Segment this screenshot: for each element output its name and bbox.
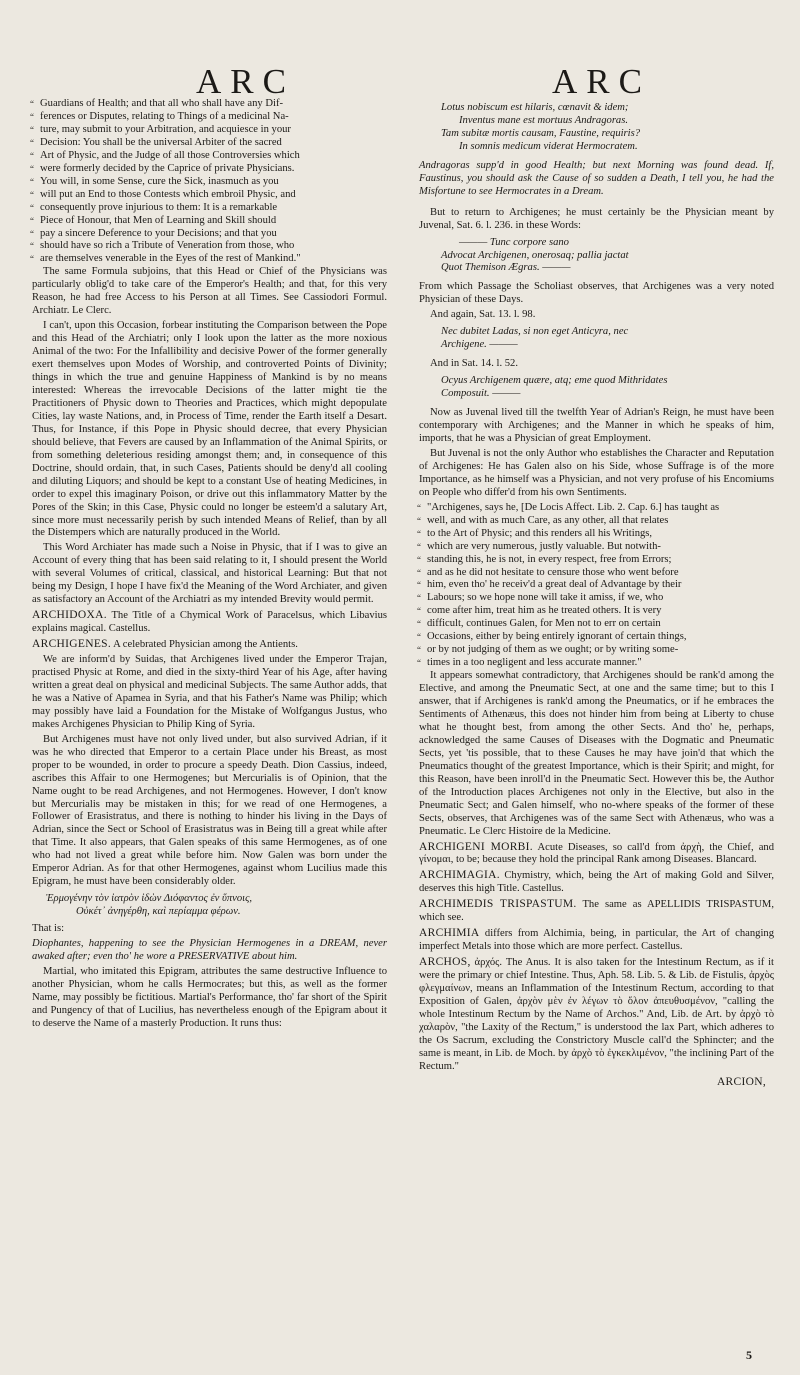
entry-definition: A celebrated Physician among the Antients. <box>113 639 298 651</box>
paragraph-juvenal: But to return to Archigenes; he must certainly be the Physician meant by Juvenal, Sat. 6. l. 236. in these Words: <box>419 206 774 231</box>
quote-line: “ Occasions, either by being entirely ignorant of certain things, <box>419 631 774 644</box>
entry-archos <box>419 956 774 1074</box>
quote-line: “ or by not judging of them as we ought; or by writing some- <box>419 644 774 657</box>
quote-line: “ ture, may submit to your Arbitration, and acquiesce in your <box>32 124 387 137</box>
entry-headword: ARCHOS, <box>419 956 471 969</box>
quote-line: “ You will, in some Sense, cure the Sick, inasmuch as you <box>32 176 387 189</box>
left-column <box>32 98 387 1089</box>
quote-line: “ to the Art of Physic; and this renders all his Writings, <box>419 528 774 541</box>
quote-line: “ Decision: You shall be the universal Arbiter of the sacred <box>32 137 387 150</box>
entry-definition: Acute Diseases, so call'd from ἀρχὴ, the Chief, and γίνομαι, to be; because they hold the principal Rank among Diseases. Blancard. <box>419 841 774 866</box>
quote-line: “ were formerly decided by the Caprice of private Physicians. <box>32 163 387 176</box>
verse-line: Lotus nobiscum est hilaris, cœnavit & idem; <box>441 102 629 113</box>
galen-quotation <box>419 502 774 670</box>
entry-archimia <box>419 927 774 954</box>
quote-line: “ difficult, continues Galen, for Men not to err on certain <box>419 618 774 631</box>
ocyus-verse <box>419 375 774 401</box>
catchword: ARCION, <box>716 1075 766 1088</box>
martial-epigram <box>419 102 774 154</box>
entry-definition: differs from Alchimia, being, in particular, the Art of changing imperfect Metals into those which are more perfect. Castellus. <box>419 928 774 953</box>
paragraph-martial: Martial, who imitated this Epigram, attributes the same destructive Influence to another Physician, whom he calls Hermocrates; but this, as well as the former Name, may possibly be fictitious. Martial's Performance, tho' far short of the Spirit and Pungency of that of Lucilius, has nevertheless enough of the Epigram about it to deserve the Name of a masterly Production. It runs thus: <box>32 965 387 1029</box>
right-column <box>419 98 774 1089</box>
verse-line: ——— Tunc corpore sano <box>459 236 569 248</box>
quote-line: “ Piece of Honour, that Men of Learning and Skill should <box>32 215 387 228</box>
entry-archimagia <box>419 869 774 896</box>
quote-line: “ "Archigenes, says he, [De Locis Affect. Lib. 2. Cap. 6.] has taught as <box>419 502 774 515</box>
text-columns <box>32 98 774 1089</box>
quote-line: “ come after him, treat him as he treated others. It is very <box>419 605 774 618</box>
paragraph-contradictory: It appears somewhat contradictory, that Archigenes should be rank'd among the Elective, and among the Pneumatic Sect, at one and the same time; but to this I answer, that if Archigenes is rank'd among the Pneumatics, or if he embraces the Sentiments of Athenæus, this does not hinder him from being at Liberty to chuse what he thought best, from among the other Sects. And tho' he, perhaps, acknowledged the same Causes of Diseases with the Dogmatic and Pneumatic Sects, yet 'tis possible, that to these Causes he may have join'd that which the Pneumatics thought of the greatest Importance, which is their Spirit; and might, for this Reason, have been inroll'd in the Pneumatic Sect. However this be, the Author of the Introduction places Archigenes not only in the Elective, but also in the Pneumatic Sect; and Galen himself, who no-where speaks of the former of these Sects, observes, that Archigenes was of the same Sect with Athenæus, who was a Pneumatic. Le Clerc Histoire de la Medicine. <box>419 670 774 837</box>
paragraph-andragoras: Andragoras supp'd in good Health; but next Morning was found dead. If, Faustinus, you should ask the Cause of so sudden a Death, I tell you, he had the Misfortune to see Hermocrates in a Dream. <box>419 159 774 197</box>
verse-line: Ocyus Archigenem quære, atq; eme quod Mithridates <box>441 375 668 387</box>
page-number: 5 <box>746 1348 752 1362</box>
entry-headword: ARCHIGENES. <box>32 638 112 651</box>
paragraph-reign: Now as Juvenal lived till the twelfth Year of Adrian's Reign, he must have been contemporary with Archigenes; and the Manner in which he speaks of him, imports, that he was a Physician of great Employment. <box>419 407 774 444</box>
paragraph-pope-comparison: I can't, upon this Occasion, forbear instituting the Comparison between the Pope and this Head of the Archiatri; only I look upon the latter as the more noxious Animal of the two: For the Infallibility and decisive Power of the former generally exert themselves upon Modes of Worship, and controverted Points of Divinity; things in which the true and genuine Happiness of Mankind is by no means interested: Whereas the irrevocable Decisions of the latter might tie the Practitioners of Physic down to Theories and Practices, which might depopulate Cities, lay waste Nations, and, in Process of Time, render the Earth itself a Desart. Thus, for Instance, if this Pope in Physic should decree, that every Physician should believe, that Fevers are caused by an Inflammation of the Animal Spirits, or from something deleterious residing amongst them; and, in consequence of this Doctrine, should ordain, that, in such Cases, Patients should be deny'd all cooling and diluting Liquors; and should be kept to a constant Use of heating Medicines, in order to expel this imaginary Poison, or drive out this inflammatory Matter by the Pores of the Skin; in this Case, Physic could no longer be esteem'd a salutary Art, since more must necessarily perish by such intended Means of Relief, than by all the Distempers which are naturally produced in the World. <box>32 320 387 539</box>
entry-archigenes <box>32 638 387 652</box>
quote-line: “ ferences or Disputes, relating to Things of a medicinal Na- <box>32 111 387 124</box>
verse-line: In somnis medicum viderat Hermocratem. <box>459 140 638 152</box>
entry-headword: ARCHIGENI MORBI. <box>419 840 533 853</box>
quote-line: “ pay a sincere Deference to your Decisions; and that you <box>32 228 387 241</box>
ladas-verse <box>419 326 774 352</box>
entry-definition: Chymistry, which, being the Art of making Gold and Silver, deserves this high Title. Castellus. <box>419 870 774 895</box>
quote-line: “ Labours; so we hope none will take it amiss, if we, who <box>419 592 774 605</box>
quote-line: “ consequently prove injurious to them: It is a remarkable <box>32 202 387 215</box>
quote-line: “ should have so rich a Tribute of Veneration from those, who <box>32 240 387 253</box>
entry-headword: ARCHIMEDIS TRISPASTUM. <box>419 898 577 911</box>
quote-line: “ are themselves venerable in the Eyes of the rest of Mankind." <box>32 253 387 266</box>
paragraph-sat14: And in Sat. 14. l. 52. <box>430 358 518 370</box>
quote-line: “ which are very numerous, justly valuable. But notwith- <box>419 541 774 554</box>
entry-headword: ARCHIMIA <box>419 927 480 940</box>
paragraph-archiater-word: This Word Archiater has made such a Noise in Physic, that if I was to give an Account of every thing that has been said relating to it, I should present the World with several Volumes of critical, classical, and historical Learning: But that not being my Design, I hope I have fix'd the Meaning of the Word Archiater, and given as satisfactory an Account of the Archiatri as my intended Brevity would permit. <box>32 542 387 606</box>
verse-line: Nec dubitet Ladas, si non eget Anticyra, nec <box>441 326 629 338</box>
entry-headword: ARCHIDOXA. <box>32 609 107 622</box>
greek-line: Ἑρμογένην τὸν ἰατρὸν ἰδὼν Διόφαντος ἐν ὕπνοις, <box>46 893 253 905</box>
verse-line: Inventus mane est mortuus Andragoras. <box>459 114 629 126</box>
quote-line: “ standing this, he is not, in every respect, free from Errors; <box>419 554 774 567</box>
paragraph-diophantes: Diophantes, happening to see the Physician Hermogenes in a DREAM, never awaked after; even tho' he wore a PRESERVATIVE about him. <box>32 938 387 962</box>
quote-line: “ Guardians of Health; and that all who shall have any Dif- <box>32 98 387 111</box>
paragraph-again: And again, Sat. 13. l. 98. <box>430 309 536 321</box>
that-is-label: That is: <box>32 923 65 935</box>
quote-line: “ and as he did not hesitate to censure those who went before <box>419 567 774 580</box>
quote-line: “ will put an End to those Contests which embroil Physic, and <box>32 189 387 202</box>
paragraph-formula: The same Formula subjoins, that this Head or Chief of the Physicians was particularly oblig'd to take care of the Emperor's Health; and that, for this very Reason, he had free Access to his Person at all Times. See Cassiodori Formul. Archiatr. Le Clerc. <box>32 266 387 317</box>
quote-line: “ times in a too negligent and less accurate manner." <box>419 657 774 670</box>
paragraph-suidas: We are inform'd by Suidas, that Archigenes lived under the Emperor Trajan, practised Physic at Rome, and died in the sixty-third Year of his Age, after having written a great deal on physical and medicinal Subjects. The same Author adds, that he was a Native of Apamea in Syria, and that his Father's Name was Philip; which may possibly have laid a Foundation for the Mistake of Wolfgangus Justus, who makes Archigenes Physician to Philip King of Syria. <box>32 654 387 730</box>
formula-quotation <box>32 98 387 266</box>
verse-line: Composuit. ——— <box>441 388 521 400</box>
entry-headword: ARCHIMAGIA. <box>419 869 500 882</box>
juvenal-verse <box>419 237 774 276</box>
paragraph-scholiast: From which Passage the Scholiast observes, that Archigenes was a very noted Physician of these Days. <box>419 281 774 306</box>
verse-line: Tam subitæ mortis causam, Faustine, requiris? <box>441 127 641 139</box>
running-head-right: ARC <box>552 62 651 101</box>
paragraph-galen: But Juvenal is not the only Author who establishes the Character and Reputation of Archigenes: He has Galen also on his Side, whose Suffrage is of the more Importance, as he himself was a Physician, and not very profuse of his Encomiums on People who differ'd from his own Sentiments. <box>419 447 774 498</box>
entry-definition: The Title of a Chymical Work of Paracelsus, which Libavius explains magical. Castellus. <box>32 610 387 635</box>
verse-line: Archigene. ——— <box>441 339 518 351</box>
verse-line: Advocat Archigenen, onerosaq; pallia jactat <box>441 249 629 261</box>
entry-archigeni-morbi <box>419 841 774 868</box>
paragraph-adrian: But Archigenes must have not only lived under, but also survived Adrian, if it was he who directed that Emperor to a certain Place under his Breast, as most proper to be wounded, in order to procure a speedy Death. Dion Cassius, indeed, ascribes this Affair to one Hermogenes; but Mercurialis is of Opinion, that the Name ought to be read Archigenes, and not Hermogenes. However, I don't know but Mercurialis may be mistaken in this; for we read of one Hermogenes, a Follower of Erasistratus, and there is nothing to hinder his living in the Days of Adrian, since the Sect or School of Erasistratus was in Being till a great while after that Time. It also appears, that Galen speaks of this same Hermogenes, as of one who had not lived a great while before him. Now Galen was born under the Emperor Adrian. As for that other Hermogenes, against whom Lucilius made this Epigram, he must have been considerably older. <box>32 733 387 888</box>
running-head-left: ARC <box>196 62 295 101</box>
entry-archimedis-trispastum <box>419 898 774 925</box>
entry-definition: The same as APELLIDIS TRISPASTUM, which see. <box>419 899 775 924</box>
quote-line: “ Art of Physic, and the Judge of all those Controversies which <box>32 150 387 163</box>
quote-line: “ well, and with as much Care, as any other, all that relates <box>419 515 774 528</box>
greek-line: Οὐκέτ᾽ ἀνηγέρθη, καὶ περίαμμα φέρων. <box>76 906 241 918</box>
entry-archidoxa <box>32 609 387 636</box>
quote-line: “ him, even tho' he receiv'd a great deal of Advantage by their <box>419 579 774 592</box>
verse-line: Quot Themison Ægras. ——— <box>441 262 571 274</box>
entry-definition: ἀρχός. The Anus. It is also taken for the Intestinum Rectum, as if it were the primary or chief Intestine. Thus, Aph. 58. Lib. 5. & Lib. de Fistulis, ἀρχὸς φλεγμαίνων, means an Inflammation of the Intestinum Rectum, according to that Exposition of Galen, ἀρχὸν μὲν ἐν λέγων τὸ ὅλον ἀπευθυσμένον, "calling the whole Intestinum Rectum by the Name of Archos." And, Lib. de Art. by ἀρχὸ τὸ χαλαρὸν, "the Laxity of the Rectum," is understood the lax Part, which adheres to the Os Sacrum, excluding the Constrictory Muscle call'd the Sphincter; and the same is meant, in Lib. de Moch. by ἀρχὸ τὸ ἐγκεκλιμένον, "the inclining Part of the Rectum." <box>419 957 774 1072</box>
greek-epigram <box>32 893 387 919</box>
